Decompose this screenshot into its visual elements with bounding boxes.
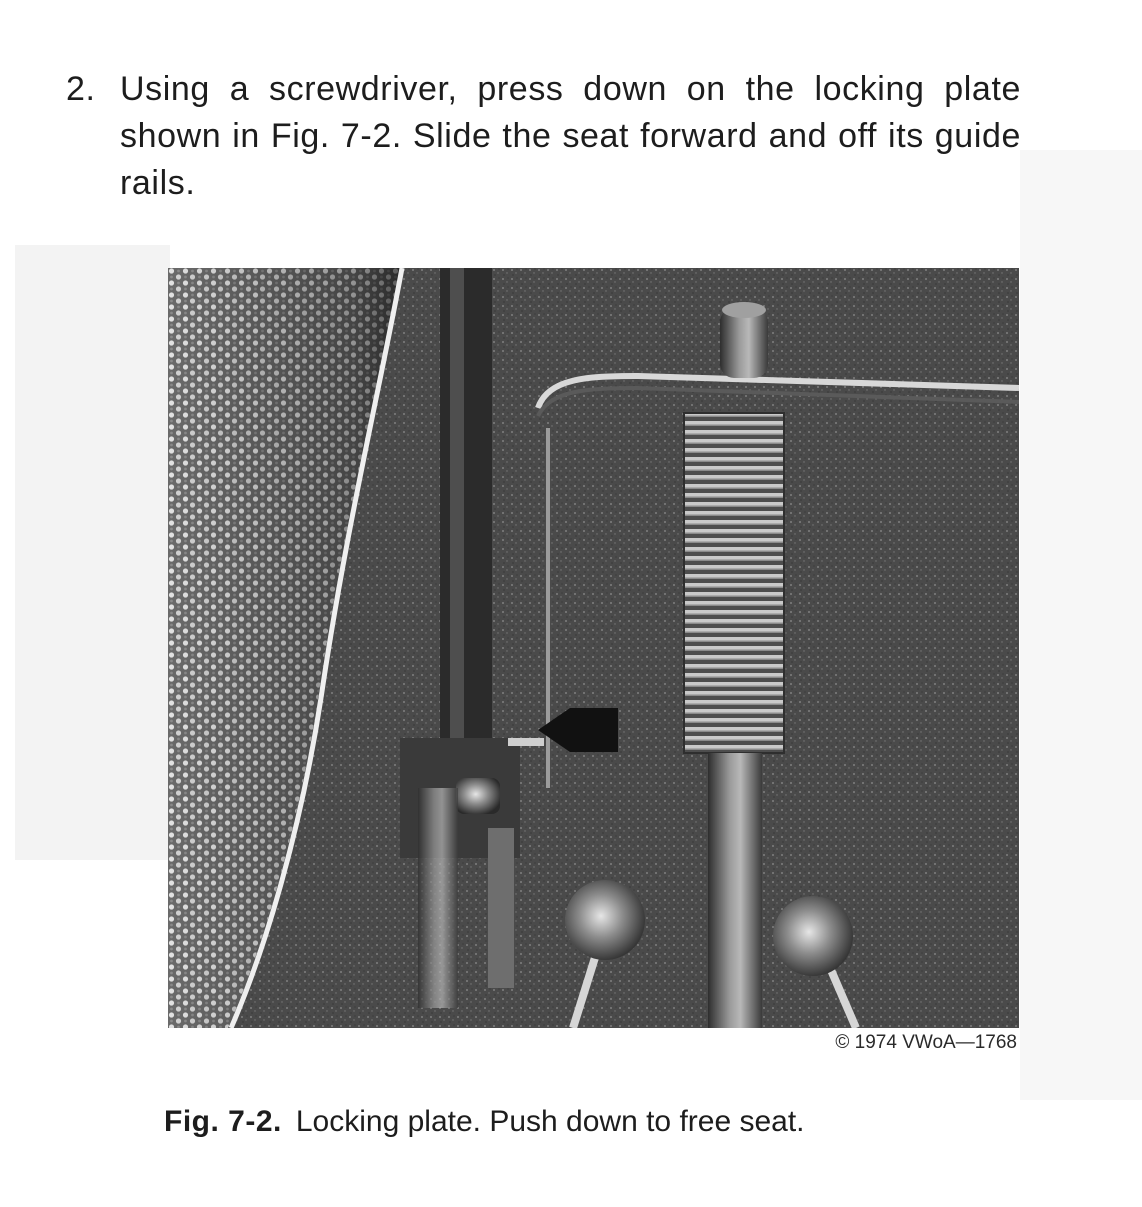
figure-caption <box>164 1102 805 1142</box>
show-through-shadow <box>1020 150 1142 1100</box>
figure-caption-text: Locking plate. Push down to free seat. <box>295 1105 805 1138</box>
figure-credit: © 1974 VWoA—1768 <box>835 1032 1017 1053</box>
figure-caption-label: Fig. 7-2. <box>164 1105 282 1138</box>
step-text: Using a screwdriver, press down on the locking plate shown in Fig. 7-2. Slide the seat forward and off its guide rails. <box>120 70 1021 202</box>
instruction-step <box>66 66 1021 207</box>
figure-photo <box>168 268 1019 1028</box>
show-through-shadow <box>15 245 170 860</box>
step-number: 2. <box>66 70 96 108</box>
